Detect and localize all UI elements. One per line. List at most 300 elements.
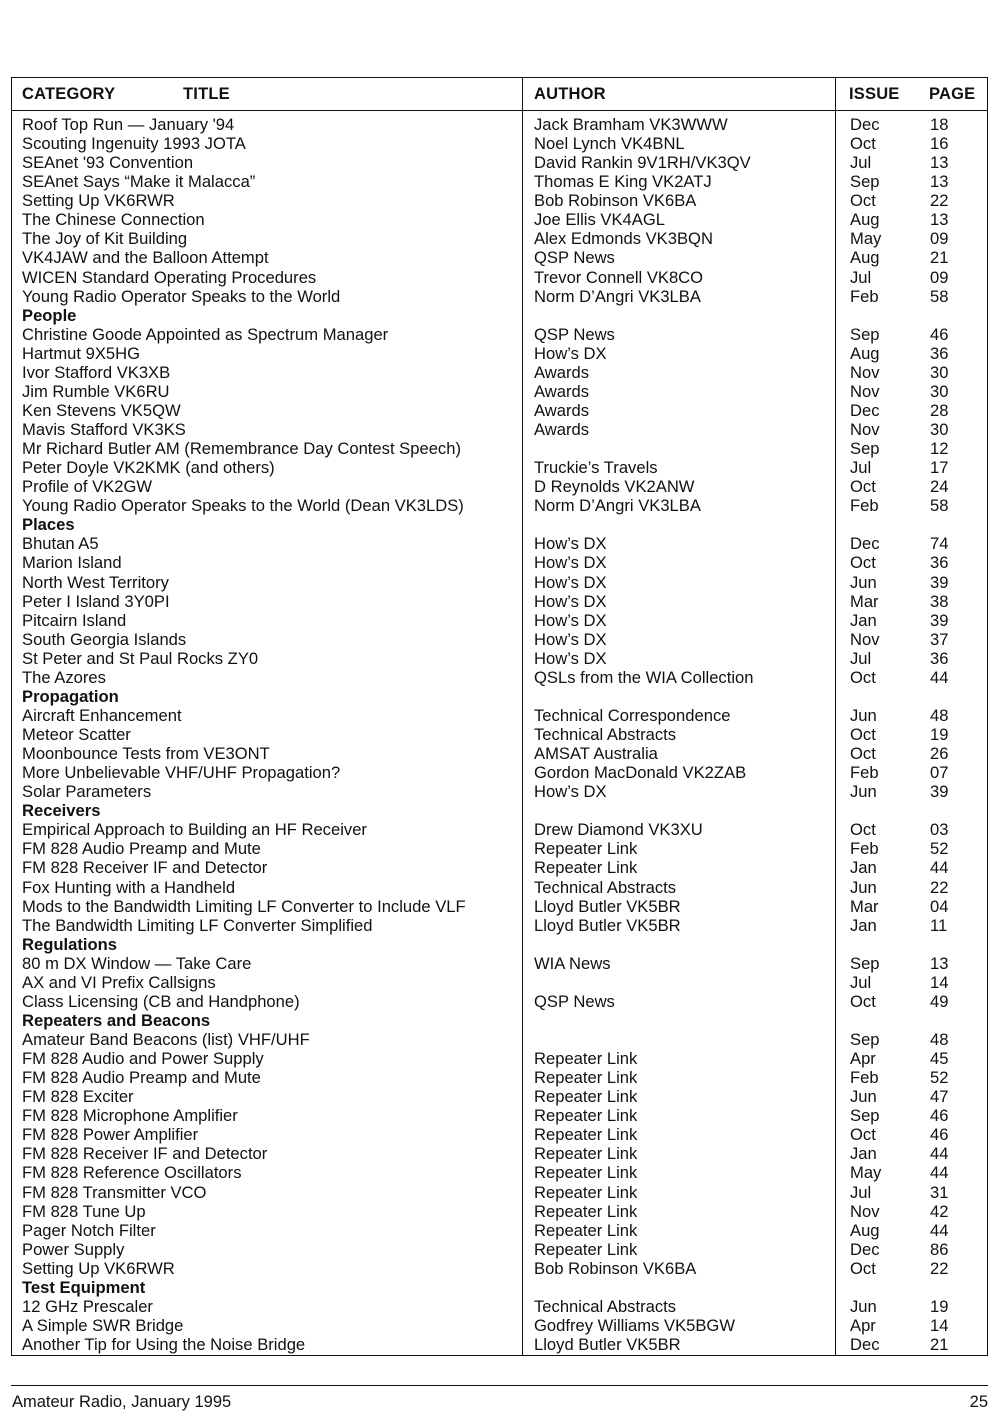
entry-page: 14: [930, 1315, 949, 1335]
entry-title: FM 828 Audio and Power Supply: [22, 1049, 264, 1069]
category-heading-row: [12, 1011, 987, 1030]
entry-page: 39: [930, 610, 949, 630]
entry-title: SEAnet '93 Convention: [22, 153, 194, 173]
entry-issue: Aug: [850, 248, 880, 268]
table-row: [12, 420, 987, 439]
table-row: [12, 1163, 987, 1182]
entry-issue: Jul: [850, 267, 872, 287]
entry-author: Repeater Link: [534, 1125, 638, 1145]
entry-page: 18: [930, 115, 949, 134]
category-heading: Regulations: [22, 934, 117, 954]
entry-author: Repeater Link: [534, 1087, 638, 1107]
table-row: [12, 1259, 987, 1278]
entry-issue: Nov: [850, 381, 880, 401]
table-row: [12, 496, 987, 515]
entry-title: Moonbounce Tests from VE3ONT: [22, 744, 270, 764]
entry-issue: Mar: [850, 591, 879, 611]
entry-title: FM 828 Exciter: [22, 1087, 134, 1107]
table-row: [12, 401, 987, 420]
entry-author: Repeater Link: [534, 1220, 638, 1240]
entry-author: Repeater Link: [534, 1201, 638, 1221]
footer-rule: [11, 1385, 988, 1386]
entry-author: How’s DX: [534, 343, 607, 363]
entry-title: Empirical Approach to Building an HF Receiver: [22, 820, 367, 840]
table-row: [12, 210, 987, 229]
table-row: [12, 344, 987, 363]
entry-title: Marion Island: [22, 553, 122, 573]
entry-title: St Peter and St Paul Rocks ZY0: [22, 648, 259, 668]
table-row: [12, 858, 987, 877]
entry-author: Thomas E King VK2ATJ: [534, 172, 712, 192]
entry-issue: Nov: [850, 362, 880, 382]
entry-page: 46: [930, 324, 949, 344]
table-row: [12, 553, 987, 572]
table-row: [12, 973, 987, 992]
entry-page: 19: [930, 725, 949, 744]
entry-issue: Oct: [850, 1258, 876, 1278]
entry-author: How’s DX: [534, 534, 607, 554]
entry-issue: Sep: [850, 1030, 880, 1049]
entry-author: Norm D’Angri VK3LBA: [534, 496, 701, 516]
entry-title: Christine Goode Appointed as Spectrum Manager: [22, 324, 389, 344]
entry-issue: Feb: [850, 839, 879, 859]
entry-author: Repeater Link: [534, 1239, 638, 1259]
entry-page: 39: [930, 572, 949, 592]
table-row: [12, 744, 987, 763]
table-row: [12, 649, 987, 668]
table-header: [12, 78, 987, 111]
entry-author: Joe Ellis VK4AGL: [534, 210, 665, 230]
entry-title: AX and VI Prefix Callsigns: [22, 972, 216, 992]
entry-title: Mr Richard Butler AM (Remembrance Day Contest Speech): [22, 439, 461, 459]
entry-title: Scouting Ingenuity 1993 JOTA: [22, 134, 246, 154]
entry-title: Solar Parameters: [22, 782, 152, 802]
entry-author: Lloyd Butler VK5BR: [534, 1335, 681, 1354]
table-row: [12, 229, 987, 248]
table-row: [12, 363, 987, 382]
entry-title: FM 828 Power Amplifier: [22, 1125, 199, 1145]
entry-page: 39: [930, 782, 949, 802]
entry-page: 42: [930, 1201, 949, 1221]
entry-page: 58: [930, 496, 949, 516]
entry-issue: Jul: [850, 458, 872, 478]
entry-page: 17: [930, 458, 949, 478]
entry-author: How’s DX: [534, 629, 607, 649]
category-heading: People: [22, 305, 77, 325]
entry-author: AMSAT Australia: [534, 744, 658, 764]
entry-page: 47: [930, 1087, 949, 1107]
entry-page: 28: [930, 400, 949, 420]
entry-page: 21: [930, 1335, 949, 1354]
entry-title: Young Radio Operator Speaks to the World: [22, 286, 341, 306]
table-row: [12, 668, 987, 687]
entry-page: 52: [930, 839, 949, 859]
table-row: [12, 839, 987, 858]
entry-issue: Mar: [850, 896, 879, 916]
entry-page: 21: [930, 248, 949, 268]
entry-issue: Jun: [850, 1087, 877, 1107]
table-row: [12, 573, 987, 592]
entry-title: WICEN Standard Operating Procedures: [22, 267, 317, 287]
entry-author: Alex Edmonds VK3BQN: [534, 229, 713, 249]
table-row: [12, 897, 987, 916]
entry-issue: Jan: [850, 610, 877, 630]
header-category: CATEGORY: [22, 85, 116, 103]
entry-issue: May: [850, 1163, 882, 1183]
entry-page: 13: [930, 153, 949, 173]
table-row: [12, 1297, 987, 1316]
table-row: [12, 268, 987, 287]
entry-page: 44: [930, 1220, 949, 1240]
entry-author: Lloyd Butler VK5BR: [534, 896, 681, 916]
table-row: [12, 1049, 987, 1068]
entry-issue: Feb: [850, 1068, 879, 1088]
entry-title: Class Licensing (CB and Handphone): [22, 991, 300, 1011]
header-page: PAGE: [929, 85, 976, 103]
category-heading-row: [12, 515, 987, 534]
entry-page: 03: [930, 820, 949, 840]
entry-author: How’s DX: [534, 782, 607, 802]
entry-issue: Oct: [850, 725, 876, 744]
footer-page-number: 25: [969, 1393, 988, 1411]
entry-title: Profile of VK2GW: [22, 477, 153, 497]
entry-page: 19: [930, 1296, 949, 1316]
table-row: [12, 458, 987, 477]
table-row: [12, 1030, 987, 1049]
entry-author: Drew Diamond VK3XU: [534, 820, 703, 840]
entry-page: 46: [930, 1106, 949, 1126]
entry-title: Peter I Island 3Y0PI: [22, 591, 170, 611]
entry-page: 30: [930, 420, 949, 439]
entry-page: 37: [930, 629, 949, 649]
entry-author: Technical Abstracts: [534, 877, 677, 897]
entry-author: Awards: [534, 381, 590, 401]
entry-page: 49: [930, 991, 949, 1011]
entry-title: Jim Rumble VK6RU: [22, 381, 170, 401]
table-row: [12, 248, 987, 267]
entry-author: Repeater Link: [534, 839, 638, 859]
table-row: [12, 916, 987, 935]
entry-issue: Dec: [850, 534, 880, 554]
entry-title: SEAnet Says “Make it Malacca”: [22, 172, 256, 192]
entry-page: 24: [930, 477, 949, 497]
entry-issue: Dec: [850, 115, 880, 134]
entry-page: 48: [930, 705, 949, 725]
entry-issue: Feb: [850, 763, 879, 783]
entry-author: D Reynolds VK2ANW: [534, 477, 695, 497]
table-row: [12, 1144, 987, 1163]
entry-author: Awards: [534, 400, 590, 420]
entry-issue: Oct: [850, 477, 876, 497]
entry-issue: Apr: [850, 1049, 876, 1069]
table-row: [12, 782, 987, 801]
entry-page: 44: [930, 1163, 949, 1183]
entry-issue: Oct: [850, 744, 876, 764]
entry-author: WIA News: [534, 953, 611, 973]
table-row: [12, 1316, 987, 1335]
entry-title: FM 828 Audio Preamp and Mute: [22, 839, 261, 859]
entry-issue: Oct: [850, 667, 876, 687]
category-heading-row: [12, 306, 987, 325]
entry-author: Repeater Link: [534, 1144, 638, 1164]
entry-page: 22: [930, 877, 949, 897]
table-row: [12, 611, 987, 630]
table-row: [12, 477, 987, 496]
entry-author: How’s DX: [534, 591, 607, 611]
entry-title: Hartmut 9X5HG: [22, 343, 141, 363]
entry-author: Norm D’Angri VK3LBA: [534, 286, 701, 306]
entry-issue: Dec: [850, 1239, 880, 1259]
entry-author: Repeater Link: [534, 1182, 638, 1202]
entry-title: Meteor Scatter: [22, 725, 131, 744]
entry-issue: Nov: [850, 1201, 880, 1221]
entry-author: Technical Abstracts: [534, 1296, 677, 1316]
entry-page: 13: [930, 210, 949, 230]
entry-title: Peter Doyle VK2KMK (and others): [22, 458, 275, 478]
entry-issue: Sep: [850, 324, 880, 344]
table-row: [12, 191, 987, 210]
table-row: [12, 287, 987, 306]
entry-issue: Oct: [850, 191, 876, 211]
entry-title: Setting Up VK6RWR: [22, 1258, 175, 1278]
entry-title: FM 828 Receiver IF and Detector: [22, 1144, 268, 1164]
entry-author: QSP News: [534, 991, 615, 1011]
entry-title: Fox Hunting with a Handheld: [22, 877, 236, 897]
entry-title: 80 m DX Window — Take Care: [22, 953, 252, 973]
header-title: TITLE: [183, 85, 230, 103]
table-row: [12, 763, 987, 782]
entry-author: How’s DX: [534, 553, 607, 573]
entry-title: Young Radio Operator Speaks to the World (Dean VK3LDS): [22, 496, 464, 516]
entry-page: 31: [930, 1182, 949, 1202]
table-row: [12, 1221, 987, 1240]
entry-title: FM 828 Microphone Amplifier: [22, 1106, 238, 1126]
entry-author: How’s DX: [534, 572, 607, 592]
entry-issue: Oct: [850, 134, 876, 154]
entry-issue: Jul: [850, 972, 872, 992]
entry-page: 45: [930, 1049, 949, 1069]
entry-issue: Jun: [850, 1296, 877, 1316]
entry-page: 44: [930, 667, 949, 687]
category-heading: Places: [22, 515, 75, 535]
entry-author: Repeater Link: [534, 1163, 638, 1183]
entry-issue: Jul: [850, 1182, 872, 1202]
entry-title: Mavis Stafford VK3KS: [22, 420, 186, 439]
entry-issue: Oct: [850, 553, 876, 573]
entry-page: 58: [930, 286, 949, 306]
entry-issue: Jan: [850, 1144, 877, 1164]
entry-author: Awards: [534, 420, 590, 439]
entry-issue: Jun: [850, 782, 877, 802]
entry-issue: Sep: [850, 1106, 880, 1126]
table-row: [12, 1202, 987, 1221]
entry-issue: Jan: [850, 858, 877, 878]
entry-issue: Jul: [850, 648, 872, 668]
category-heading: Test Equipment: [22, 1277, 146, 1297]
entry-page: 11: [930, 915, 948, 935]
table-row: [12, 115, 987, 134]
entry-issue: May: [850, 229, 882, 249]
entry-page: 52: [930, 1068, 949, 1088]
entry-author: Technical Correspondence: [534, 705, 731, 725]
entry-title: The Bandwidth Limiting LF Converter Simplified: [22, 915, 373, 935]
category-heading-row: [12, 801, 987, 820]
entry-author: David Rankin 9V1RH/VK3QV: [534, 153, 751, 173]
category-heading-row: [12, 687, 987, 706]
entry-page: 44: [930, 1144, 949, 1164]
entry-title: FM 828 Transmitter VCO: [22, 1182, 207, 1202]
entry-author: Technical Abstracts: [534, 725, 677, 744]
category-heading-row: [12, 935, 987, 954]
entry-page: 12: [930, 439, 949, 459]
entry-title: Bhutan A5: [22, 534, 99, 554]
entry-title: FM 828 Reference Oscillators: [22, 1163, 242, 1183]
table-row: [12, 1335, 987, 1354]
entry-page: 16: [930, 134, 949, 154]
table-row: [12, 820, 987, 839]
entry-issue: Dec: [850, 400, 880, 420]
entry-author: Lloyd Butler VK5BR: [534, 915, 681, 935]
entry-page: 13: [930, 172, 949, 192]
entry-title: The Azores: [22, 667, 106, 687]
table-row: [12, 954, 987, 973]
entry-title: Ken Stevens VK5QW: [22, 400, 181, 420]
entry-issue: Oct: [850, 820, 876, 840]
table-row: [12, 878, 987, 897]
entry-title: Roof Top Run — January '94: [22, 115, 235, 134]
table-row: [12, 992, 987, 1011]
entry-page: 13: [930, 953, 949, 973]
footer-publication: Amateur Radio, January 1995: [12, 1393, 232, 1411]
entry-title: Pager Notch Filter: [22, 1220, 156, 1240]
table-row: [12, 382, 987, 401]
index-table: [11, 77, 988, 1356]
entry-issue: Nov: [850, 420, 880, 439]
entry-page: 04: [930, 896, 949, 916]
entry-page: 36: [930, 648, 949, 668]
entry-author: QSP News: [534, 324, 615, 344]
entry-page: 86: [930, 1239, 949, 1259]
entry-title: FM 828 Audio Preamp and Mute: [22, 1068, 261, 1088]
entry-title: Amateur Band Beacons (list) VHF/UHF: [22, 1030, 310, 1049]
table-row: [12, 1106, 987, 1125]
table-row: [12, 534, 987, 553]
entry-issue: Jul: [850, 153, 872, 173]
entry-issue: Aug: [850, 1220, 880, 1240]
entry-author: QSP News: [534, 248, 615, 268]
entry-page: 36: [930, 553, 949, 573]
entry-author: QSLs from the WIA Collection: [534, 667, 754, 687]
table-row: [12, 1125, 987, 1144]
entry-issue: Sep: [850, 953, 880, 973]
table-row: [12, 134, 987, 153]
header-author: AUTHOR: [534, 85, 606, 103]
entry-issue: Oct: [850, 991, 876, 1011]
entry-title: VK4JAW and the Balloon Attempt: [22, 248, 269, 268]
entry-issue: Nov: [850, 629, 880, 649]
entry-title: Ivor Stafford VK3XB: [22, 362, 171, 382]
entry-issue: Jan: [850, 915, 877, 935]
entry-issue: Feb: [850, 496, 879, 516]
entry-page: 30: [930, 381, 949, 401]
entry-title: The Joy of Kit Building: [22, 229, 188, 249]
entry-title: Power Supply: [22, 1239, 125, 1259]
entry-title: 12 GHz Prescaler: [22, 1296, 153, 1316]
table-row: [12, 1068, 987, 1087]
category-heading-row: [12, 1278, 987, 1297]
category-heading: Repeaters and Beacons: [22, 1010, 211, 1030]
entry-page: 48: [930, 1030, 949, 1049]
entry-author: Gordon MacDonald VK2ZAB: [534, 763, 747, 783]
entry-title: Pitcairn Island: [22, 610, 127, 630]
entry-page: 44: [930, 858, 949, 878]
entry-page: 26: [930, 744, 949, 764]
entry-author: Awards: [534, 362, 590, 382]
entry-author: How’s DX: [534, 610, 607, 630]
entry-page: 09: [930, 229, 949, 249]
entry-title: Mods to the Bandwidth Limiting LF Converter to Include VLF: [22, 896, 466, 916]
entry-author: Repeater Link: [534, 1049, 638, 1069]
entry-issue: Feb: [850, 286, 879, 306]
entry-title: The Chinese Connection: [22, 210, 205, 230]
entry-author: Repeater Link: [534, 1068, 638, 1088]
entry-page: 14: [930, 972, 949, 992]
table-body: [12, 115, 987, 1354]
table-row: [12, 1240, 987, 1259]
entry-page: 09: [930, 267, 949, 287]
entry-author: Noel Lynch VK4BNL: [534, 134, 685, 154]
entry-title: Another Tip for Using the Noise Bridge: [22, 1335, 306, 1354]
entry-author: Repeater Link: [534, 1106, 638, 1126]
entry-title: FM 828 Receiver IF and Detector: [22, 858, 268, 878]
entry-title: Setting Up VK6RWR: [22, 191, 175, 211]
entry-issue: Jun: [850, 705, 877, 725]
entry-page: 22: [930, 1258, 949, 1278]
entry-issue: Dec: [850, 1335, 880, 1354]
entry-issue: Aug: [850, 210, 880, 230]
entry-issue: Jun: [850, 572, 877, 592]
table-row: [12, 439, 987, 458]
entry-title: South Georgia Islands: [22, 629, 187, 649]
entry-page: 30: [930, 362, 949, 382]
entry-issue: Aug: [850, 343, 880, 363]
table-row: [12, 1183, 987, 1202]
entry-page: 36: [930, 343, 949, 363]
entry-author: Trevor Connell VK8CO: [534, 267, 704, 287]
table-row: [12, 172, 987, 191]
entry-title: FM 828 Tune Up: [22, 1201, 146, 1221]
table-row: [12, 725, 987, 744]
entry-issue: Sep: [850, 172, 880, 192]
entry-author: Godfrey Williams VK5BGW: [534, 1315, 736, 1335]
entry-page: 22: [930, 191, 949, 211]
table-row: [12, 630, 987, 649]
table-row: [12, 153, 987, 172]
entry-page: 38: [930, 591, 949, 611]
entry-issue: Jun: [850, 877, 877, 897]
entry-author: How’s DX: [534, 648, 607, 668]
entry-author: Bob Robinson VK6BA: [534, 1258, 697, 1278]
entry-title: A Simple SWR Bridge: [22, 1315, 184, 1335]
entry-page: 46: [930, 1125, 949, 1145]
table-row: [12, 706, 987, 725]
entry-issue: Oct: [850, 1125, 876, 1145]
entry-title: More Unbelievable VHF/UHF Propagation?: [22, 763, 341, 783]
entry-author: Jack Bramham VK3WWW: [534, 115, 728, 134]
entry-title: Aircraft Enhancement: [22, 705, 182, 725]
entry-page: 74: [930, 534, 949, 554]
entry-issue: Sep: [850, 439, 880, 459]
